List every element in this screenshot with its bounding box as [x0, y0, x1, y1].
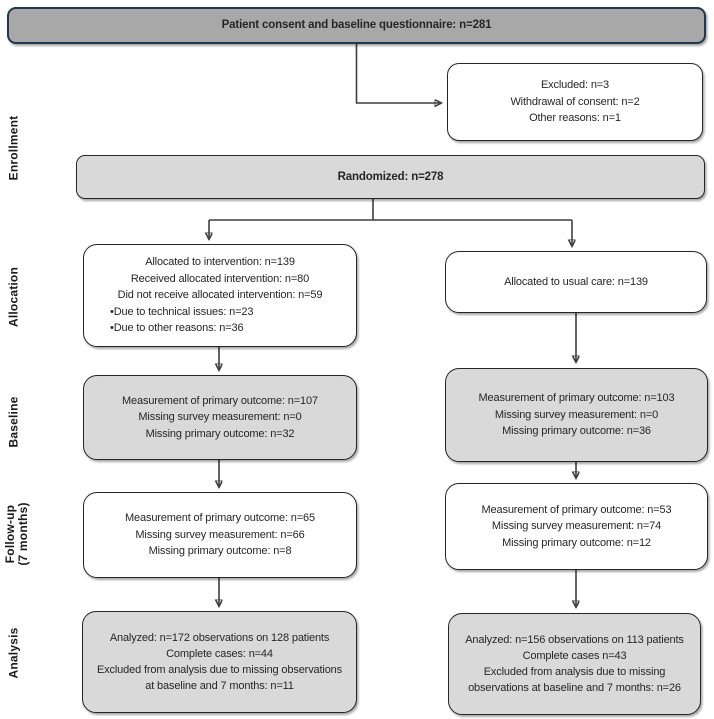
stage-label-allocation: Allocation — [6, 266, 21, 328]
box-line: Allocated to usual care: n=139 — [504, 275, 648, 288]
box-baseline-usual-care — [445, 368, 708, 462]
box-line: Measurement of primary outcome: n=107 — [122, 394, 318, 407]
box-line: Analyzed: n=156 observations on 113 patients — [465, 634, 684, 646]
box-excluded — [447, 63, 703, 141]
box-line: Patient consent and baseline questionnaire: n=281 — [221, 19, 492, 32]
box-analysis-intervention — [82, 611, 357, 713]
box-line: Missing survey measurement: n=0 — [138, 411, 302, 424]
box-line: Missing primary outcome: n=8 — [148, 545, 292, 558]
box-line: observations at baseline and 7 months: n=26 — [468, 682, 681, 694]
stage-label-baseline: Baseline — [6, 396, 21, 448]
box-line: at baseline and 7 months: n=11 — [145, 680, 294, 692]
box-consent — [7, 7, 706, 44]
stage-label-follow-up — [4, 502, 30, 565]
stage-label-follow-up-line2: (7 months) — [16, 502, 30, 566]
box-line: Randomized: n=278 — [337, 170, 444, 183]
box-line: Other reasons: n=1 — [529, 112, 621, 125]
box-line: Excluded from analysis due to missing — [483, 666, 666, 678]
arrow-consent-to-excluded — [357, 44, 441, 103]
box-line: Complete cases n=43 — [522, 650, 627, 662]
box-line: Complete cases: n=44 — [166, 648, 273, 660]
box-line: Measurement of primary outcome: n=65 — [125, 512, 315, 525]
box-followup-usual-care — [445, 483, 708, 570]
box-line: Missing survey measurement: n=74 — [491, 520, 662, 533]
box-line: Missing primary outcome: n=36 — [502, 425, 651, 438]
box-line: Missing survey measurement: n=66 — [135, 528, 305, 541]
box-bullet-line: •Due to other reasons: n=36 — [110, 322, 244, 335]
box-line: Did not receive allocated intervention: n=59 — [117, 289, 323, 302]
box-line: Measurement of primary outcome: n=53 — [481, 503, 672, 516]
box-line: Withdrawal of consent: n=2 — [510, 95, 640, 108]
box-allocation-usual-care — [445, 251, 707, 313]
box-allocation-intervention — [83, 244, 357, 347]
box-bullet-line: •Due to technical issues: n=23 — [110, 305, 254, 318]
box-line: Excluded: n=3 — [540, 79, 610, 92]
box-baseline-intervention — [83, 375, 357, 460]
box-line: Analyzed: n=172 observations on 128 patients — [109, 632, 330, 644]
stage-label-analysis: Analysis — [6, 627, 21, 679]
stage-label-enrollment: Enrollment — [6, 115, 21, 181]
box-randomized — [76, 155, 705, 199]
stage-label-follow-up-line1: Follow-up — [3, 504, 17, 564]
box-line: Missing primary outcome: n=32 — [145, 427, 295, 440]
box-line: Excluded from analysis due to missing observations — [96, 664, 342, 676]
box-line: Missing primary outcome: n=12 — [502, 536, 651, 549]
box-line: Allocated to intervention: n=139 — [145, 256, 295, 269]
box-analysis-usual-care — [448, 613, 701, 715]
box-followup-intervention — [83, 492, 357, 578]
box-line: Received allocated intervention: n=80 — [130, 272, 310, 285]
box-line: Measurement of primary outcome: n=103 — [478, 392, 675, 405]
box-line: Missing survey measurement: n=0 — [494, 408, 659, 421]
